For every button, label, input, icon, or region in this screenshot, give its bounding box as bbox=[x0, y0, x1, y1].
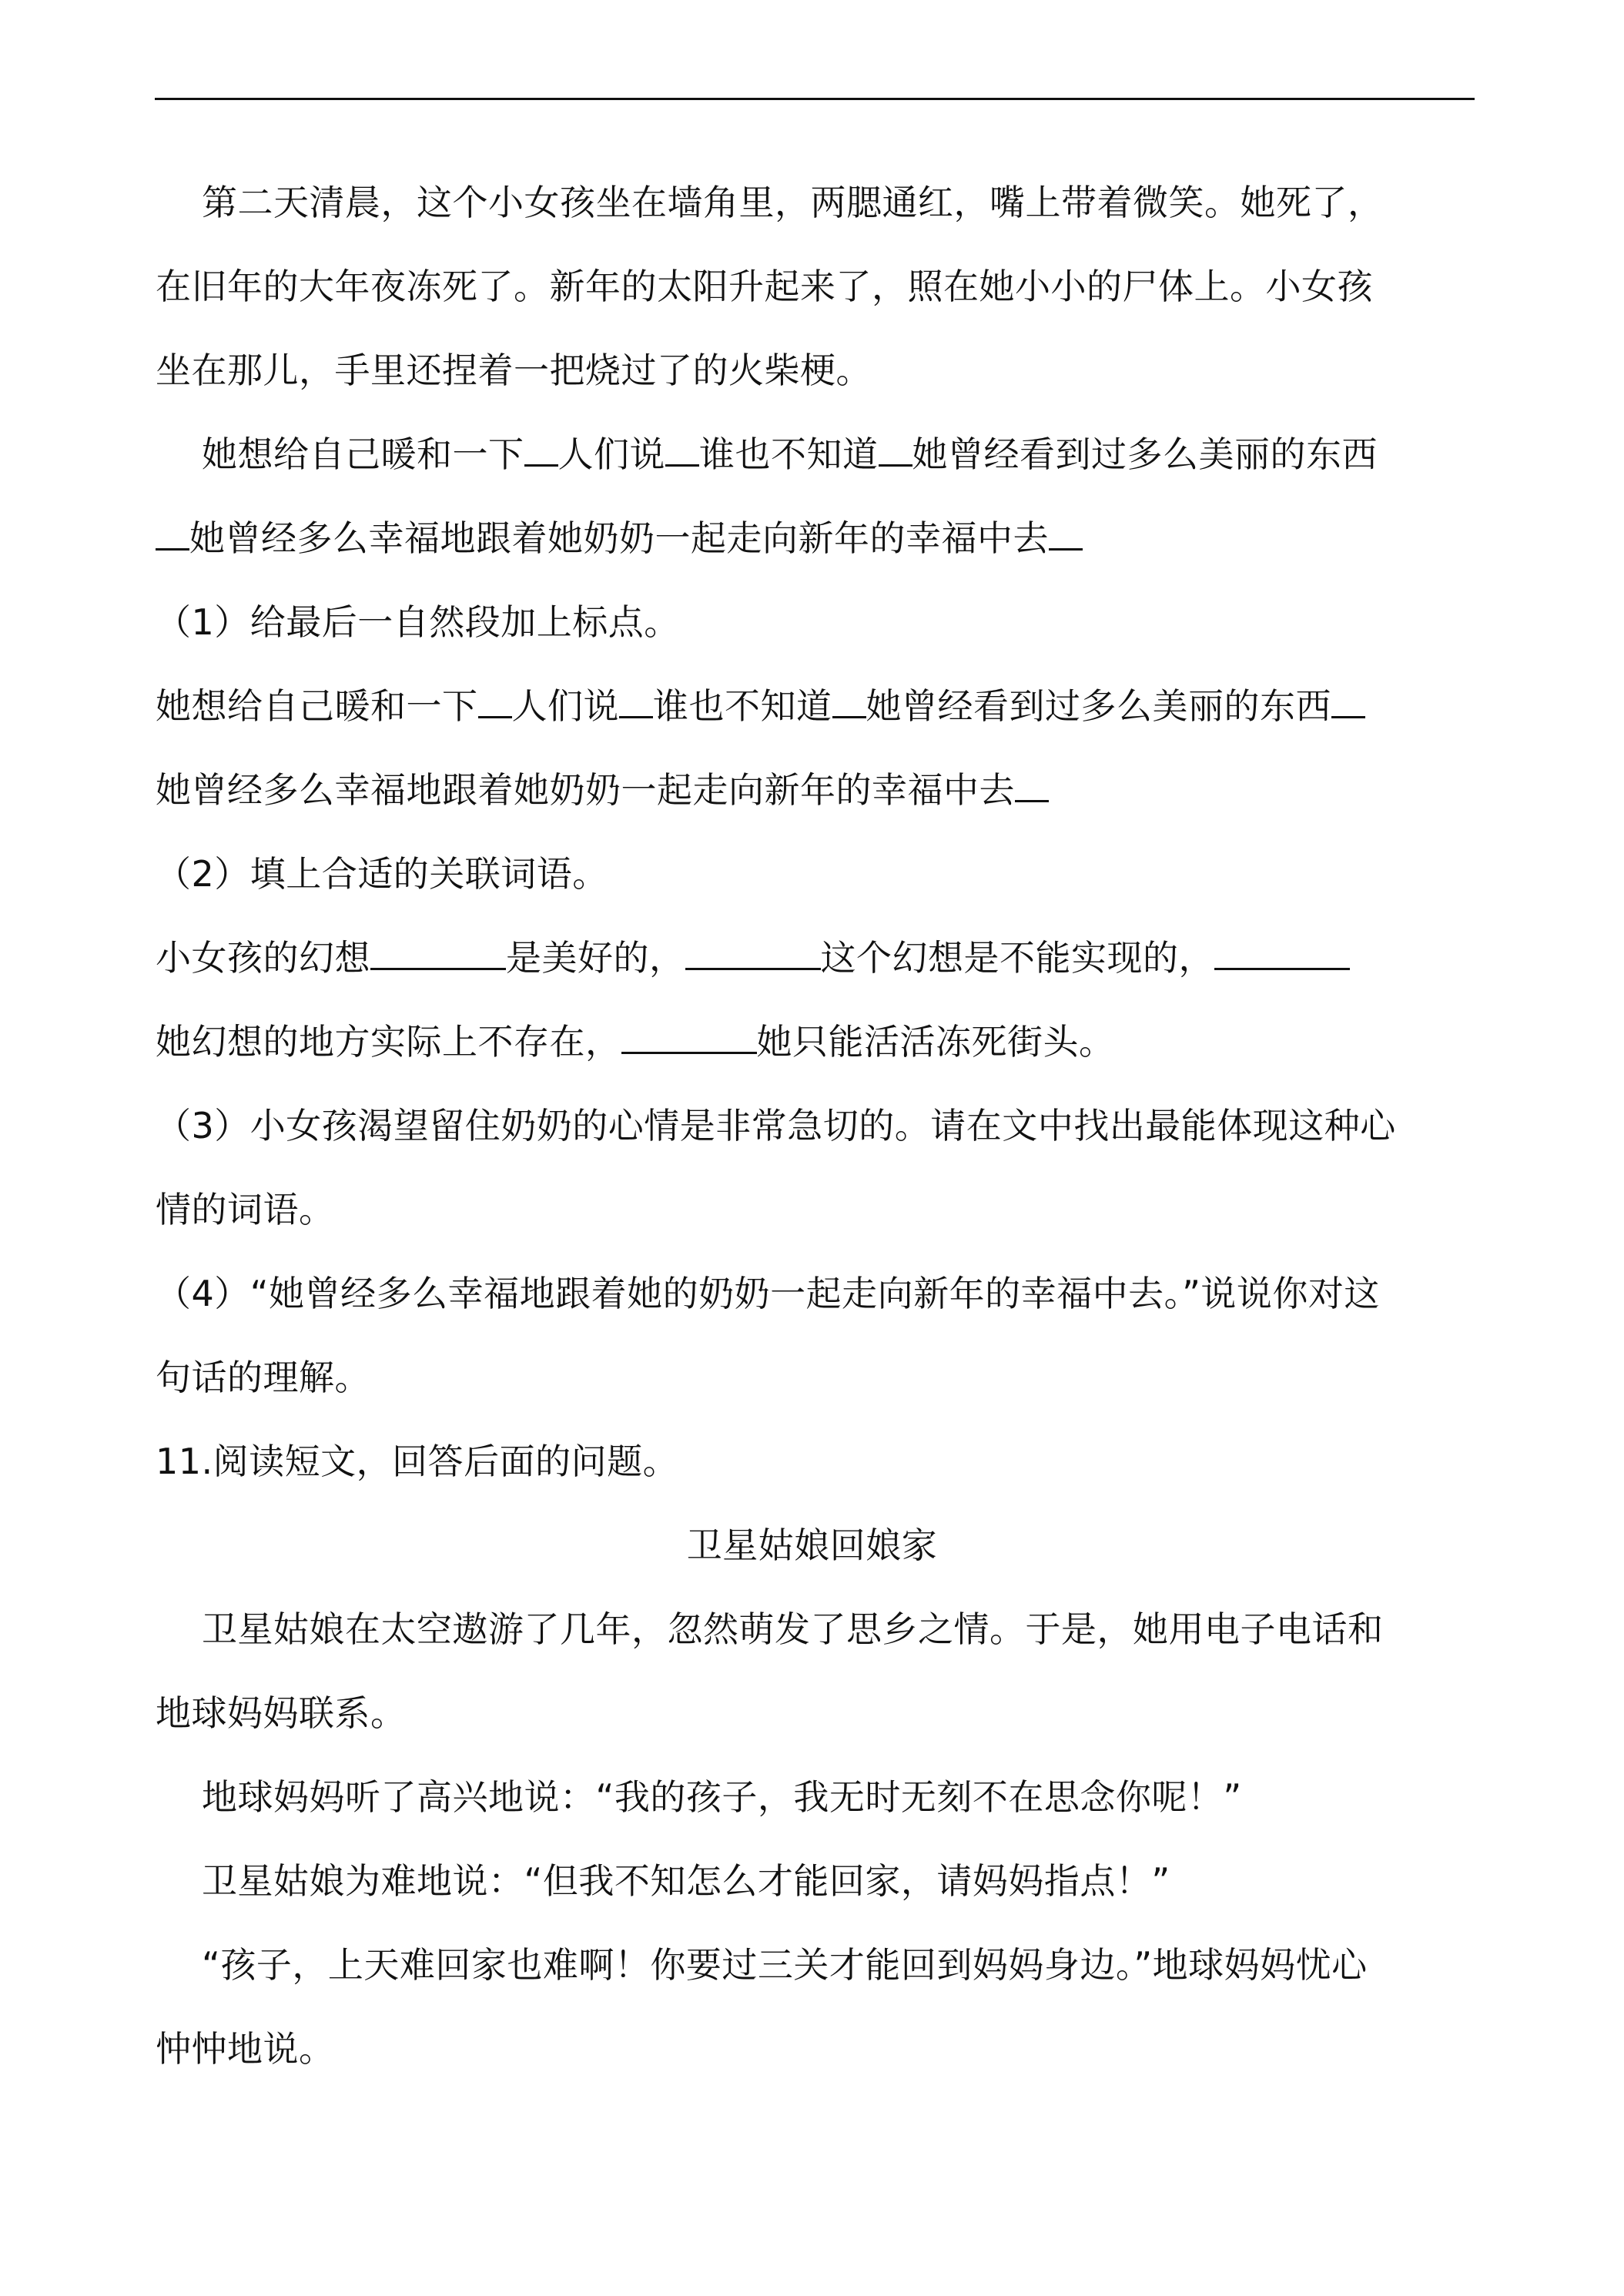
passage-line: 第二天清晨，这个小女孩坐在墙角里，两腮通红，嘴上带着微笑。她死了， bbox=[202, 182, 1384, 223]
conjunction-blank[interactable] bbox=[1214, 937, 1350, 970]
punctuation-blank[interactable] bbox=[1049, 517, 1083, 551]
text-segment: 她只能活活冻死街头。 bbox=[756, 1021, 1115, 1063]
question-1-label: （1）给最后一自然段加上标点。 bbox=[156, 601, 680, 643]
text-segment: 她曾经看到过多么美丽的东西 bbox=[912, 433, 1378, 475]
story-line: 卫星姑娘在太空遨游了几年，忽然萌发了思乡之情。于是，她用电子电话和 bbox=[202, 1608, 1384, 1650]
text-segment: 是美好的， bbox=[506, 937, 685, 979]
story-line: 地球妈妈联系。 bbox=[156, 1692, 407, 1734]
text-segment: 人们说 bbox=[558, 433, 665, 475]
question-11-label: 11.阅读短文，回答后面的问题。 bbox=[156, 1441, 679, 1482]
story-line: 地球妈妈听了高兴地说：“我的孩子，我无时无刻不在思念你呢！” bbox=[202, 1776, 1242, 1818]
passage-line: 坐在那儿，手里还捏着一把烧过了的火柴梗。 bbox=[156, 350, 872, 391]
question-3-line: 情的词语。 bbox=[156, 1189, 335, 1230]
passage-last-para-line-2 bbox=[156, 515, 1083, 561]
question-4-line: （4）“她曾经多么幸福地跟着她的奶奶一起走向新年的幸福中去。”说说你对这 bbox=[156, 1273, 1380, 1314]
text-segment: 她曾经多么幸福地跟着她奶奶一起走向新年的幸福中去 bbox=[156, 769, 1015, 811]
story-line: 忡忡地说。 bbox=[156, 2028, 335, 2070]
q1-line-1 bbox=[156, 683, 1365, 729]
story-title: 卫星姑娘回娘家 bbox=[686, 1525, 938, 1566]
story-line: “孩子，上天难回家也难啊！你要过三关才能回到妈妈身边。”地球妈妈忧心 bbox=[202, 1944, 1368, 1986]
q1-line-2 bbox=[156, 767, 1049, 813]
passage-last-para-line-1 bbox=[202, 431, 1378, 477]
question-3-line: （3）小女孩渴望留住奶奶的心情是非常急切的。请在文中找出最能体现这种心 bbox=[156, 1105, 1396, 1146]
conjunction-blank[interactable] bbox=[621, 1021, 757, 1054]
text-segment: 她幻想的地方实际上不存在， bbox=[156, 1021, 621, 1063]
punctuation-blank[interactable] bbox=[156, 517, 189, 551]
text-segment: 她想给自己暖和一下 bbox=[156, 685, 478, 727]
text-segment: 她想给自己暖和一下 bbox=[202, 433, 524, 475]
text-segment: 她曾经看到过多么美丽的东西 bbox=[866, 685, 1331, 727]
header-rule bbox=[155, 98, 1475, 100]
punctuation-blank[interactable] bbox=[619, 685, 653, 718]
punctuation-blank[interactable] bbox=[1331, 685, 1365, 718]
question-4-line: 句话的理解。 bbox=[156, 1357, 370, 1398]
text-segment: 这个幻想是不能实现的， bbox=[820, 937, 1214, 979]
text-segment: 谁也不知道 bbox=[699, 433, 879, 475]
punctuation-blank[interactable] bbox=[879, 433, 912, 467]
text-segment: 人们说 bbox=[511, 685, 619, 727]
text-segment: 谁也不知道 bbox=[653, 685, 832, 727]
punctuation-blank[interactable] bbox=[524, 433, 558, 467]
text-segment: 她曾经多么幸福地跟着她奶奶一起走向新年的幸福中去 bbox=[189, 517, 1049, 559]
punctuation-blank[interactable] bbox=[665, 433, 699, 467]
q2-line-2 bbox=[156, 1019, 1115, 1065]
question-2-label: （2）填上合适的关联词语。 bbox=[156, 853, 608, 895]
q2-line-1 bbox=[156, 935, 1350, 981]
conjunction-blank[interactable] bbox=[370, 937, 506, 970]
story-line: 卫星姑娘为难地说：“但我不知怎么才能回家，请妈妈指点！” bbox=[202, 1860, 1170, 1902]
passage-line: 在旧年的大年夜冻死了。新年的太阳升起来了，照在她小小的尸体上。小女孩 bbox=[156, 266, 1373, 307]
punctuation-blank[interactable] bbox=[1015, 769, 1049, 802]
punctuation-blank[interactable] bbox=[832, 685, 866, 718]
conjunction-blank[interactable] bbox=[685, 937, 821, 970]
punctuation-blank[interactable] bbox=[478, 685, 512, 718]
text-segment: 小女孩的幻想 bbox=[156, 937, 370, 979]
